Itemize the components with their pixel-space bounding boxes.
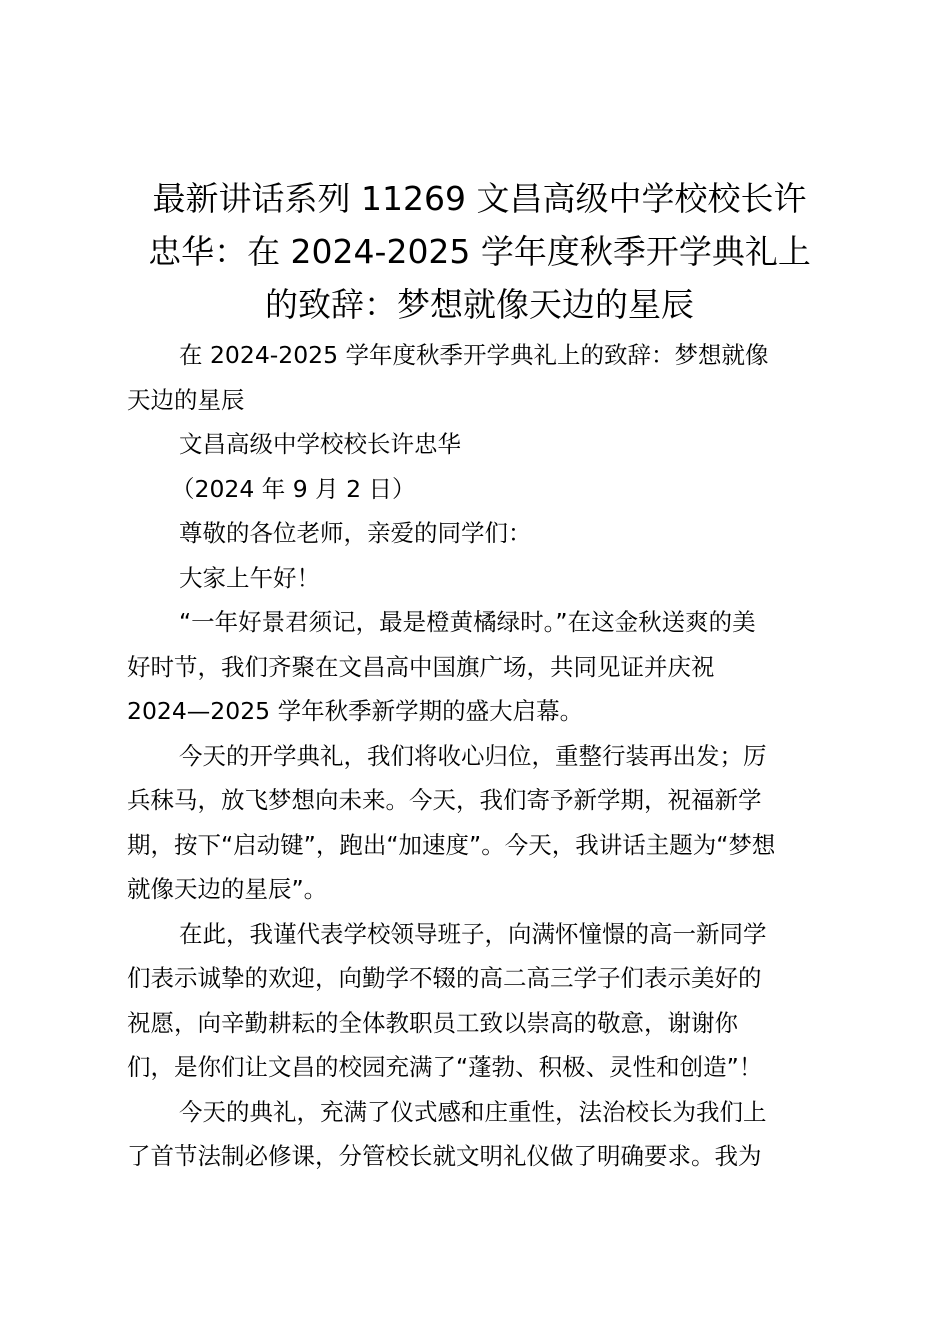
text-line: 在 2024-2025 学年度秋季开学典礼上的致辞：梦想就像 — [179, 341, 769, 369]
greeting — [127, 556, 832, 601]
text-line: “一年好景君须记，最是橙黄橘绿时。”在这金秋送爽的美 — [179, 608, 756, 636]
text-line: 尊敬的各位老师，亲爱的同学们： — [179, 519, 532, 547]
paragraph — [127, 1090, 832, 1179]
text-line: 天边的星辰 — [127, 385, 245, 414]
text-line: 兵秣马，放飞梦想向未来。今天，我们寄予新学期，祝福新学 — [127, 786, 762, 814]
text-line: 今天的开学典礼，我们将收心归位，重整行装再出发；厉 — [179, 741, 767, 770]
author-line — [127, 422, 832, 467]
title-line: 忠华：在 2024-2025 学年度秋季开学典礼上 — [148, 232, 811, 271]
text-line: 在此，我谨代表学校领导班子，向满怀憧憬的高一新同学 — [179, 919, 767, 948]
text-line: 文昌高级中学校校长许忠华 — [179, 430, 461, 458]
title-line: 的致辞：梦想就像天边的星辰 — [265, 285, 694, 324]
text-line: 就像天边的星辰”。 — [127, 875, 328, 903]
paragraph — [127, 600, 832, 734]
text-line: 2024—2025 学年秋季新学期的盛大启幕。 — [127, 697, 584, 725]
text-line: （2024 年 9 月 2 日） — [171, 474, 416, 503]
text-line: 今天的典礼，充满了仪式感和庄重性，法治校长为我们上 — [179, 1097, 767, 1126]
text-line: 了首节法制必修课，分管校长就文明礼仪做了明确要求。我为 — [127, 1142, 762, 1170]
document-title — [127, 172, 832, 331]
salutation — [127, 511, 832, 556]
text-line: 大家上午好！ — [179, 563, 320, 592]
subtitle-paragraph — [127, 333, 832, 422]
date-line — [127, 467, 832, 512]
paragraph — [127, 734, 832, 912]
text-line: 们表示诚挚的欢迎，向勤学不辍的高二高三学子们表示美好的 — [127, 964, 762, 992]
text-line: 期，按下“启动键”，跑出“加速度”。今天，我讲话主题为“梦想 — [127, 830, 776, 859]
text-line: 好时节，我们齐聚在文昌高中国旗广场，共同见证并庆祝 — [127, 652, 715, 681]
title-line: 最新讲话系列 11269 文昌高级中学校校长许 — [152, 179, 807, 218]
text-line: 们，是你们让文昌的校园充满了“蓬勃、积极、灵性和创造”！ — [127, 1053, 763, 1081]
document-body — [127, 333, 832, 1179]
document-page — [127, 172, 832, 1179]
text-line: 祝愿，向辛勤耕耘的全体教职员工致以崇高的敬意，谢谢你 — [127, 1008, 738, 1037]
paragraph — [127, 912, 832, 1090]
